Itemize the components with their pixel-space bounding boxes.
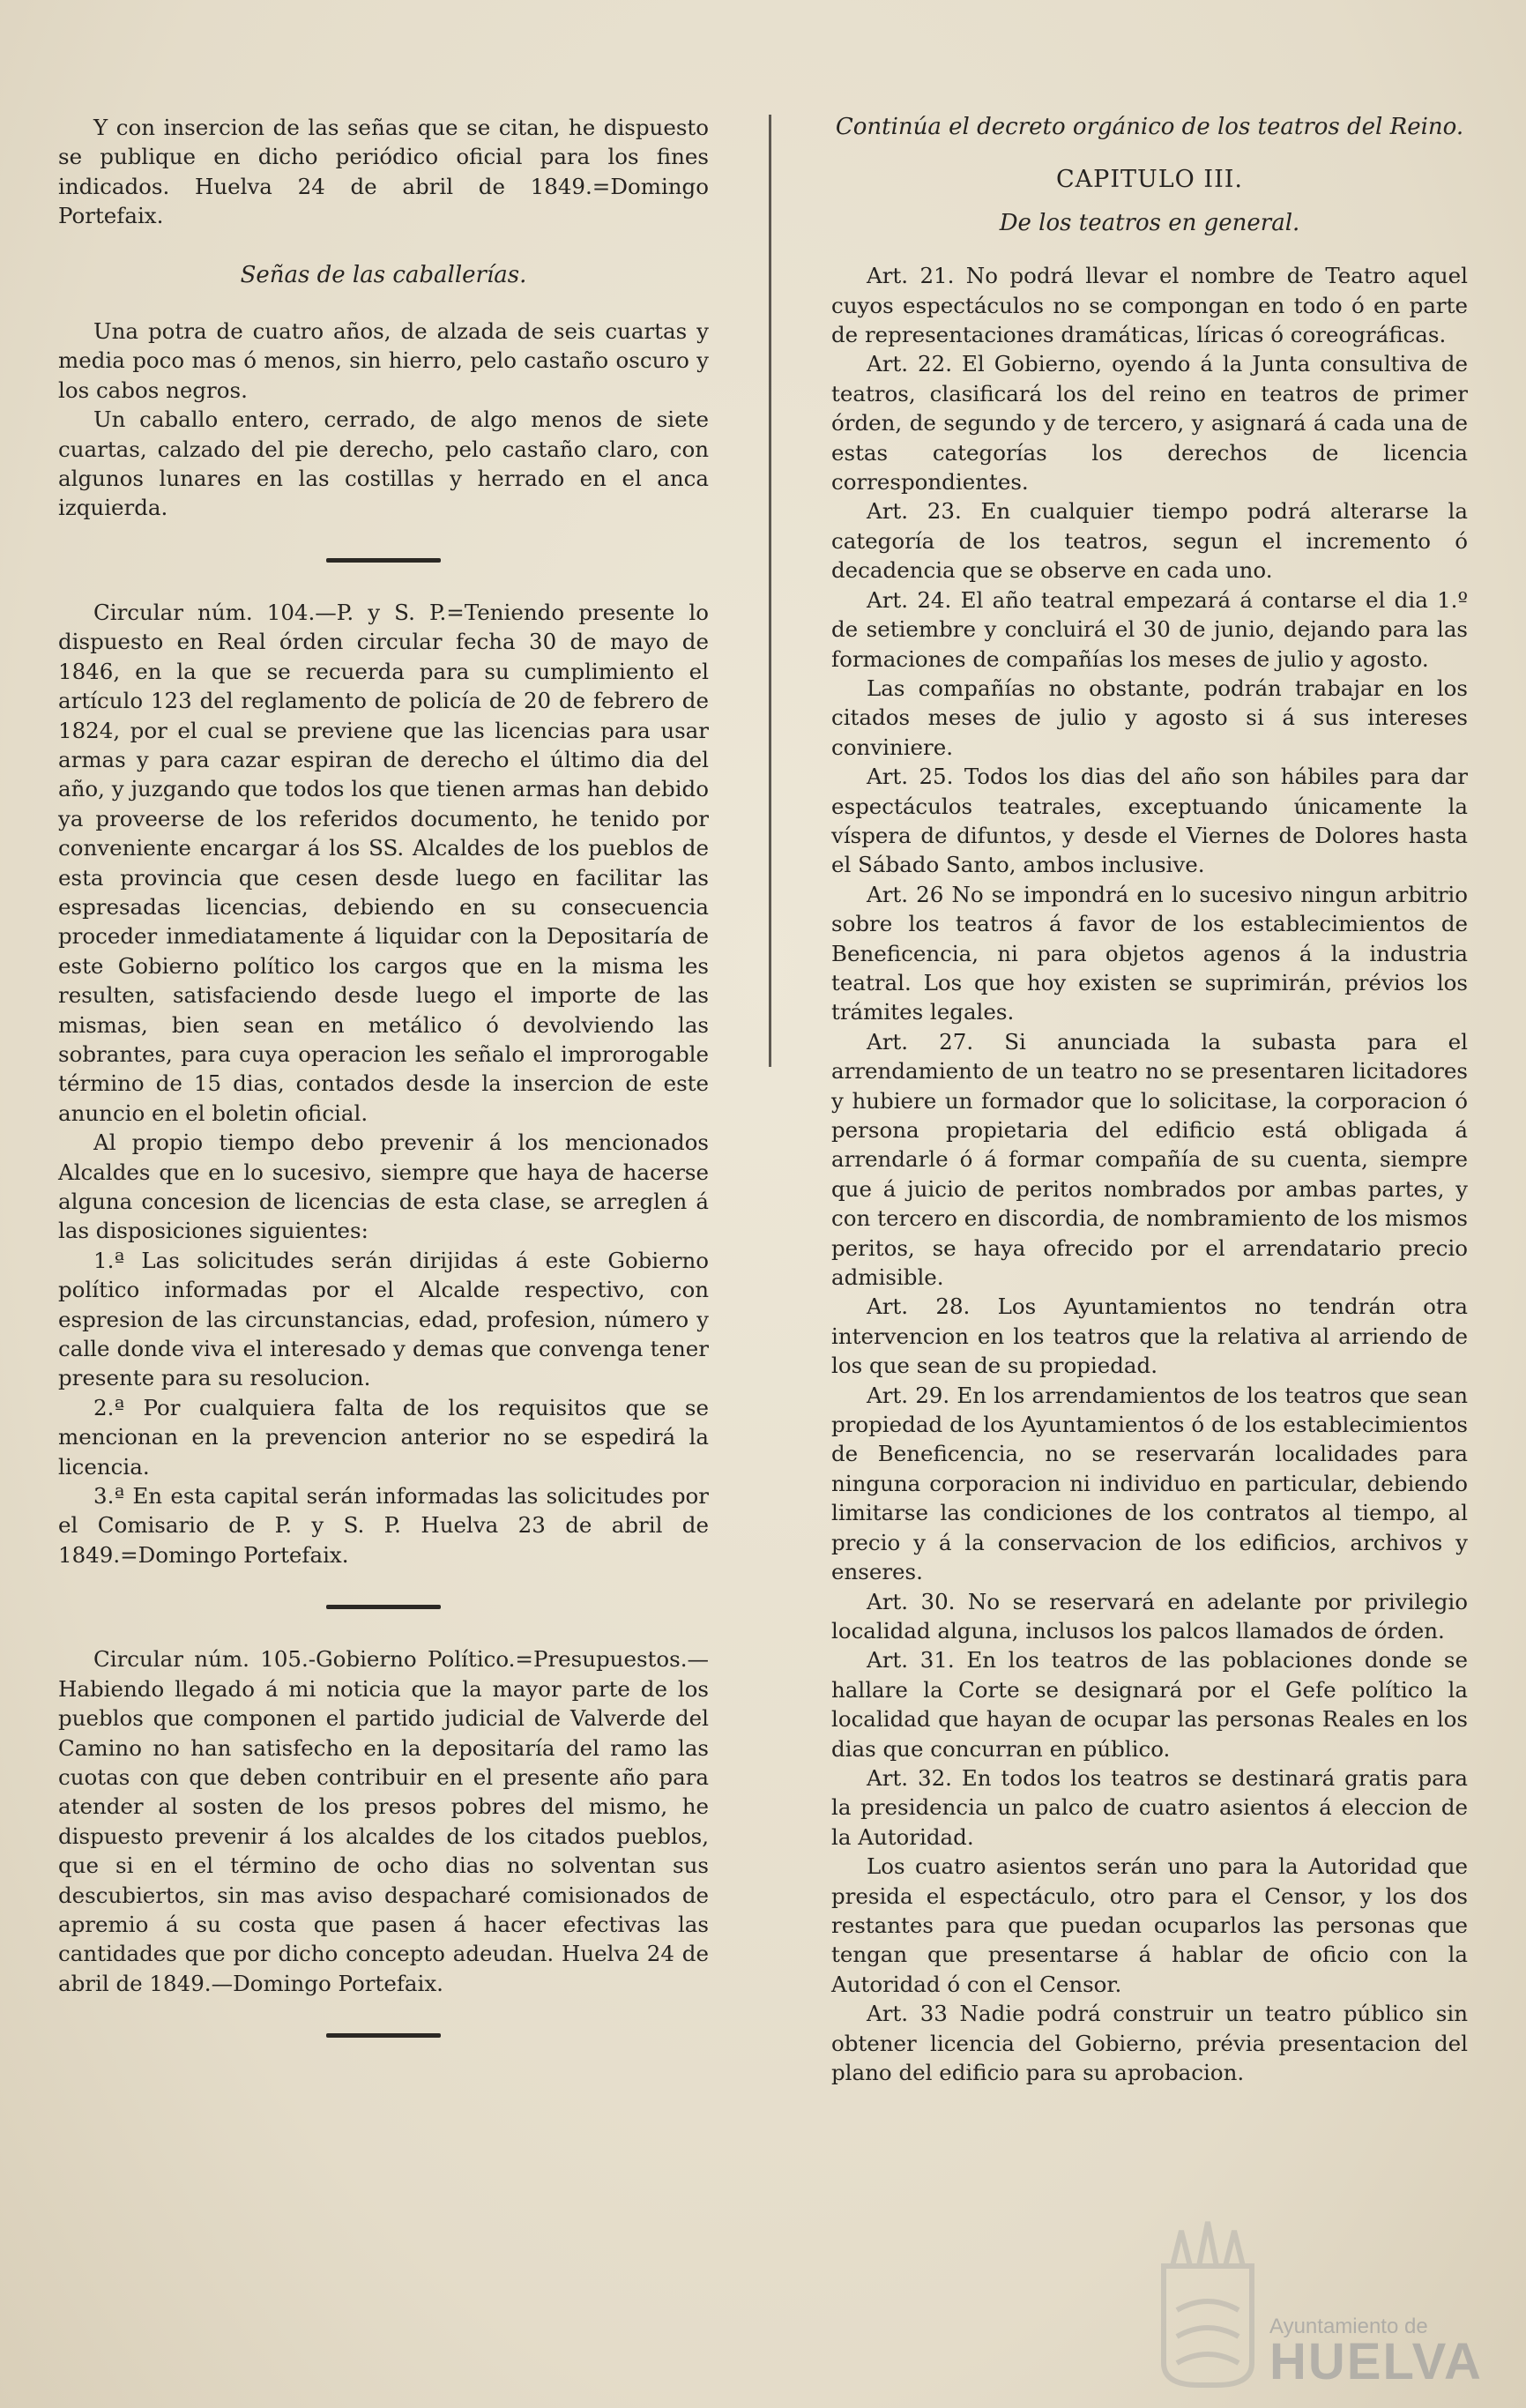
article-29: Art. 29. En los arrendamientos de los teatros que sean propiedad de los Ayuntamientos ó de los establecimientos de Beneficencia, no se reservarán localidades para ninguna corporacion ni individuo en particular, debiendo limitarse las condiciones de los contratos al tiempo, al precio y á la conservacion de los edificios, archivos y enseres. bbox=[831, 1382, 1468, 1585]
watermark-label-top: Ayuntamiento de bbox=[1269, 2315, 1428, 2338]
article-31: Art. 31. En los teatros de las poblaciones donde se hallare la Corte se designará por el Gefe político la localidad que hayan de ocupar las personas Reales en los dias que concurran en público. bbox=[831, 1647, 1468, 1762]
continuation-heading: Continúa el decreto orgánico de los teatros del Reino. bbox=[835, 114, 1464, 140]
chapter-title: CAPITULO III. bbox=[1056, 166, 1243, 194]
article-32-continued: Los cuatro asientos serán uno para la Autoridad que presida el espectáculo, otro para el Censor, y los dos restantes para que puedan ocuparlos las personas que tengan que presentarse á hablar de oficio con la Autoridad ó con el Censor. bbox=[831, 1853, 1468, 1997]
article-26: Art. 26 No se impondrá en lo sucesivo ningun arbitrio sobre los teatros á favor de los establecimientos de Beneficencia, ni para objetos agenos á la industria teatral. Los que hoy existen se suprimirán, prévios los trámites legales. bbox=[831, 881, 1468, 1025]
intro-paragraph: Y con insercion de las señas que se citan, he dispuesto se publique en dicho periódico oficial para los fines indicados. Huelva 24 de abril de 1849.=Domingo Portefaix. bbox=[58, 115, 709, 229]
section-divider bbox=[326, 1605, 441, 1609]
article-23: Art. 23. En cualquier tiempo podrá alterarse la categoría de los teatros, segun el incremento ó decadencia que se observe en cada uno. bbox=[831, 498, 1468, 584]
article-28: Art. 28. Los Ayuntamientos no tendrán otra intervencion en los teatros que la relativa al arriendo de los que sean de su propiedad. bbox=[831, 1293, 1468, 1379]
circular-104-rule-3: 3.ª En esta capital serán informadas las solicitudes por el Comisario de P. y S. P. Huelva 23 de abril de 1849.=Domingo Portefaix. bbox=[58, 1483, 709, 1568]
article-24-continued: Las compañías no obstante, podrán trabajar en los citados meses de julio y agosto si á sus intereses conviniere. bbox=[831, 675, 1468, 760]
article-21: Art. 21. No podrá llevar el nombre de Teatro aquel cuyos espectáculos no se compongan en todo ó en parte de representaciones dramáticas, líricas ó coreográficas. bbox=[831, 263, 1468, 348]
circular-104-paragraph-1: Circular núm. 104.—P. y S. P.=Teniendo presente lo dispuesto en Real órden circular fecha 30 de mayo de 1846, en la que se recuerda para su cumplimiento el artículo 123 del reglamento de policía de 20 de febrero de 1824, por el cual se previene que las licencias para usar armas y para cazar espiran de derecho el último dia del año, y juzgando que todos los que tienen armas han debido ya proveerse de los referidos documento, he tenido por conveniente encargar á los SS. Alcaldes de los pueblos de esta provincia que cesen desde luego en facilitar las espresadas licencias, debiendo en su consecuencia proceder inmediatamente á liquidar con la Depositaría de este Gobierno político los cargos que en la misma les resulten, satisfaciendo desde luego el importe de las mismas, bien sean en metálico ó devolviendo las sobrantes, para cuya operacion les señalo el improrogable término de 15 dias, contados desde la insercion de este anuncio en el boletin oficial. bbox=[58, 599, 709, 1126]
senas-heading: Señas de las caballerías. bbox=[240, 261, 527, 288]
senas-item-2: Un caballo entero, cerrado, de algo menos de siete cuartas, calzado del pie derecho, pelo castaño claro, con algunos lunares en las costillas y herrado en el anca izquierda. bbox=[58, 406, 709, 521]
chapter-subtitle: De los teatros en general. bbox=[999, 209, 1300, 236]
section-divider bbox=[326, 2033, 441, 2038]
article-32: Art. 32. En todos los teatros se destinará gratis para la presidencia un palco de cuatro asientos á eleccion de la Autoridad. bbox=[831, 1764, 1468, 1850]
circular-104-rule-2: 2.ª Por cualquiera falta de los requisitos que se mencionan en la prevencion anterior no se espedirá la licencia. bbox=[58, 1394, 709, 1480]
circular-104-rule-1: 1.ª Las solicitudes serán dirijidas á este Gobierno político informadas por el Alcalde respectivo, con espresion de las circunstancias, edad, profesion, número y calle donde viva el interesado y demas que convenga tener presente para su resolucion. bbox=[58, 1247, 709, 1391]
section-divider bbox=[326, 558, 441, 563]
article-24: Art. 24. El año teatral empezará á contarse el dia 1.º de setiembre y concluirá el 30 de junio, dejando para las formaciones de compañías los meses de julio y agosto. bbox=[831, 586, 1468, 672]
circular-104-paragraph-2: Al propio tiempo debo prevenir á los mencionados Alcaldes que en lo sucesivo, siempre que haya de hacerse alguna concesion de licencias de esta clase, se arreglen á las disposiciones siguientes: bbox=[58, 1129, 709, 1244]
right-column bbox=[831, 113, 1468, 2087]
article-30: Art. 30. No se reservará en adelante por privilegio localidad alguna, inclusos los palcos llamados de órden. bbox=[831, 1588, 1468, 1644]
article-25: Art. 25. Todos los dias del año son hábiles para dar espectáculos teatrales, exceptuando únicamente la víspera de difuntos, y desde el Viernes de Dolores hasta el Sábado Santo, ambos inclusive. bbox=[831, 764, 1468, 878]
article-22: Art. 22. El Gobierno, oyendo á la Junta consultiva de teatros, clasificará los del reino en teatros de primer órden, de segundo y de tercero, y asignará á cada una de estas categorías los derechos de licencia correspondientes. bbox=[831, 351, 1468, 496]
column-divider-line bbox=[769, 115, 771, 1067]
article-33: Art. 33 Nadie podrá construir un teatro público sin obtener licencia del Gobierno, prévia presentacion del plano del edificio para su aprobacion. bbox=[831, 2001, 1468, 2085]
circular-105-paragraph: Circular núm. 105.-Gobierno Político.=Presupuestos.—Habiendo llegado á mi noticia que la mayor parte de los pueblos que componen el partido judicial de Valverde del Camino no han satisfecho en la depositaría del ramo las cuotas con que deben contribuir en el presente año para atender al sosten de los presos pobres del mismo, he dispuesto prevenir á los alcaldes de los citados pueblos, que si en el término de ocho dias no solventan sus descubiertos, sin mas aviso despacharé comisionados de apremio á su costa que pasen á hacer efectivas las cantidades que por dicho concepto adeudan. Huelva 24 de abril de 1849.—Domingo Portefaix. bbox=[58, 1646, 709, 1996]
senas-item-1: Una potra de cuatro años, de alzada de seis cuartas y media poco mas ó menos, sin hierro, pelo castaño oscuro y los cabos negros. bbox=[58, 318, 709, 403]
watermark-label-huelva: HUELVA bbox=[1269, 2333, 1483, 2390]
left-column bbox=[58, 113, 709, 2073]
article-27: Art. 27. Si anunciada la subasta para el arrendamiento de un teatro no se presentaren licitadores y hubiere un formador que lo solicitase, la corporacion ó persona propietaria del edificio está obligada á arrendarle ó á formar compañía de su cuenta, siempre que á juicio de peritos nombrados por ambas partes, y con tercero en discordia, de nombramiento de los mismos peritos, se haya ofrecido por el arrendatario precio admisible. bbox=[831, 1028, 1468, 1291]
